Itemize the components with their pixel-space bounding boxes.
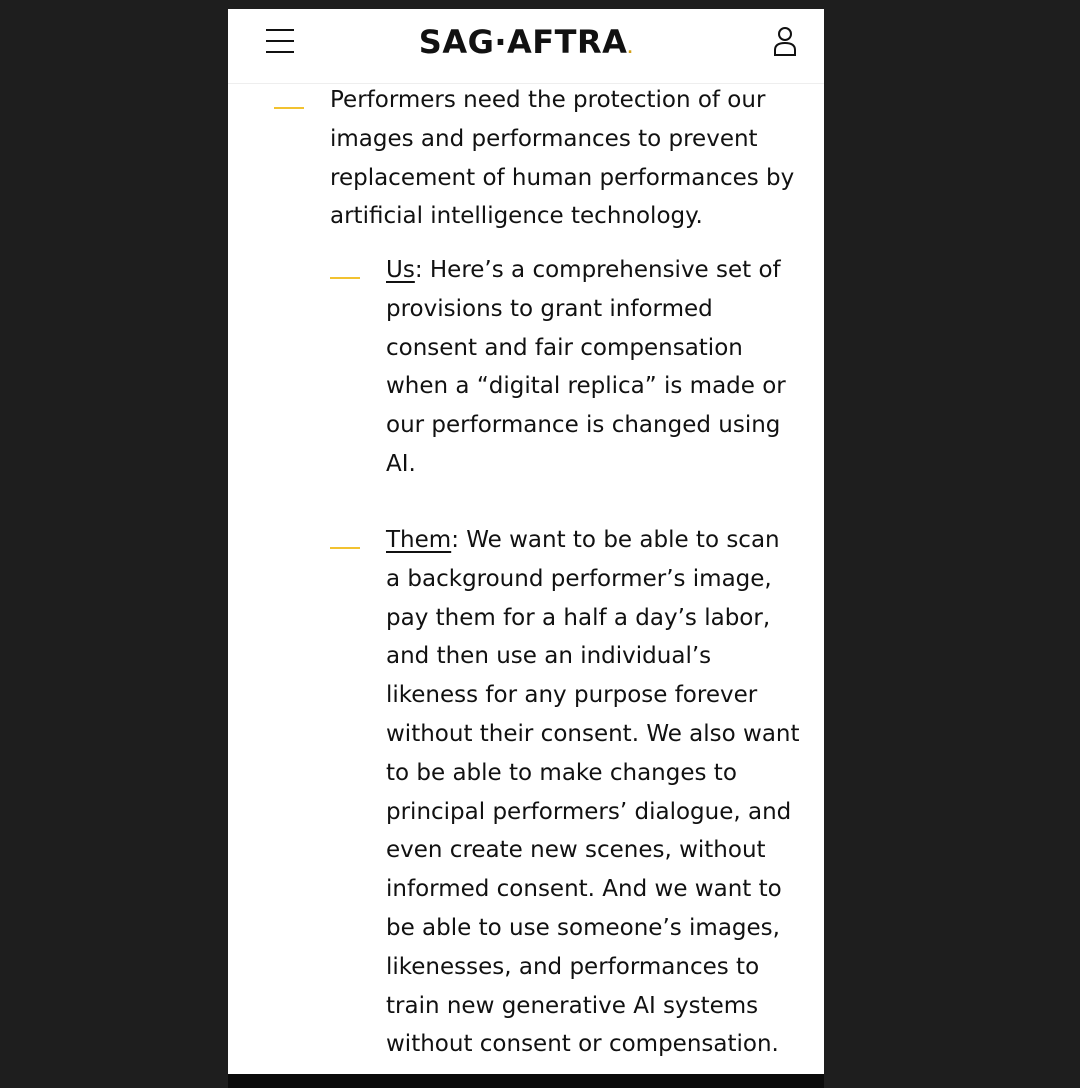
mobile-page [228, 9, 824, 1074]
bullet-dash [330, 547, 360, 549]
logo-text: SAG·AFTRA [418, 23, 628, 61]
them-label: Them [386, 527, 452, 553]
us-text: : Here’s a comprehensive set of provisions to grant informed consent and fair compensation when a “digital replica” is made or our performance is changed using AI. [386, 257, 786, 477]
us-label: Us [386, 257, 415, 283]
them-text: : We want to be able to scan a background performer’s image, pay them for a half a day’s labor, and then use an individual’s likeness for any purpose forever without their consent. We also want to be able to make changes to principal performers’ dialogue, and even create new scenes, without informed consent. And we want to be able to use someone’s images, likenesses, and performances to train new generative AI systems without consent or compensation. [386, 527, 800, 1058]
user-account-icon[interactable] [773, 26, 797, 56]
bullet-dash [330, 277, 360, 279]
bullet-dash [274, 107, 304, 109]
us-paragraph [386, 251, 806, 484]
bottom-edge [228, 1074, 824, 1088]
logo-dot: . [627, 41, 634, 57]
sag-aftra-logo[interactable] [228, 23, 824, 61]
intro-paragraph: Performers need the protection of our images and performances to prevent replacement of human performances by artificial intelligence technology. [330, 87, 795, 230]
site-header [228, 9, 824, 84]
them-paragraph [386, 521, 801, 1064]
